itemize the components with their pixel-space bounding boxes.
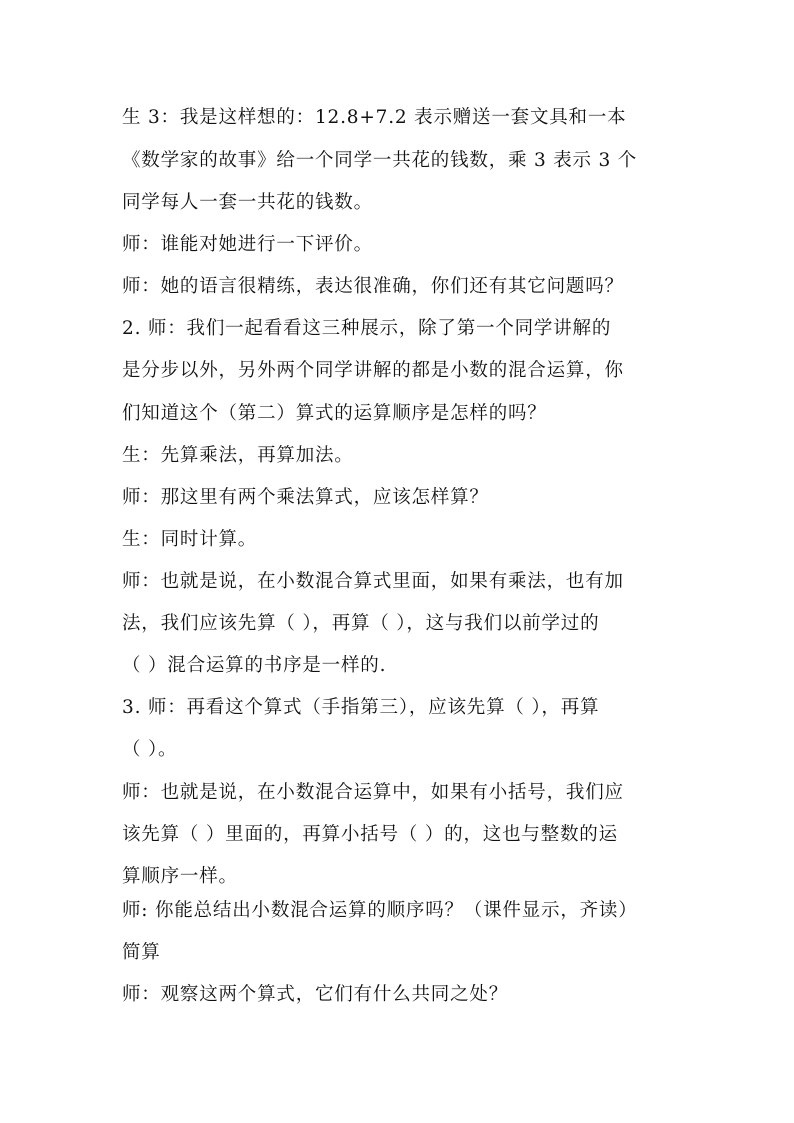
text-line: 2. 师：我们一起看看这三种展示，除了第一个同学讲解的 bbox=[122, 318, 612, 339]
text-line: 师: 你能总结出小数混合运算的顺序吗？（课件显示，齐读） bbox=[122, 900, 638, 921]
text-line: 《数学家的故事》给一个同学一共花的钱数，乘 3 表示 3 个 bbox=[122, 150, 638, 171]
text-line: 3. 师：再看这个算式（手指第三），应该先算（ ），再算 bbox=[122, 697, 600, 718]
text-line: 法，我们应该先算（ ），再算（ ），这与我们以前学过的 bbox=[122, 613, 600, 634]
text-line: 师：观察这两个算式，它们有什么共同之处？ bbox=[122, 984, 509, 1005]
text-line: 师：也就是说，在小数混合算式里面，如果有乘法，也有加 bbox=[122, 571, 624, 592]
text-line: 师：也就是说，在小数混合运算中，如果有小括号，我们应 bbox=[122, 782, 624, 803]
text-line: 师：谁能对她进行一下评价。 bbox=[122, 234, 373, 255]
text-line: 师：那这里有两个乘法算式，应该怎样算？ bbox=[122, 487, 489, 508]
text-line: （ ）。 bbox=[122, 739, 178, 760]
text-line: 同学每人一套一共花的钱数。 bbox=[122, 192, 373, 213]
text-line: 算顺序一样。 bbox=[122, 866, 238, 887]
text-line: 们知道这个（第二）算式的运算顺序是怎样的吗？ bbox=[122, 403, 547, 424]
text-line: 该先算（ ）里面的，再算小括号（ ）的，这也与整数的运 bbox=[122, 824, 618, 845]
text-line: 生 3：我是这样想的：12.8+7.2 表示赠送一套文具和一本 bbox=[122, 107, 627, 128]
text-line: 生：同时计算。 bbox=[122, 529, 258, 550]
text-line: 简算 bbox=[122, 942, 161, 963]
text-line: 师：她的语言很精练，表达很准确，你们还有其它问题吗？ bbox=[122, 276, 624, 297]
text-line: 是分步以外，另外两个同学讲解的都是小数的混合运算，你 bbox=[122, 360, 624, 381]
text-line: （ ）混合运算的书序是一样的. bbox=[122, 655, 387, 676]
text-line: 生：先算乘法，再算加法。 bbox=[122, 445, 354, 466]
